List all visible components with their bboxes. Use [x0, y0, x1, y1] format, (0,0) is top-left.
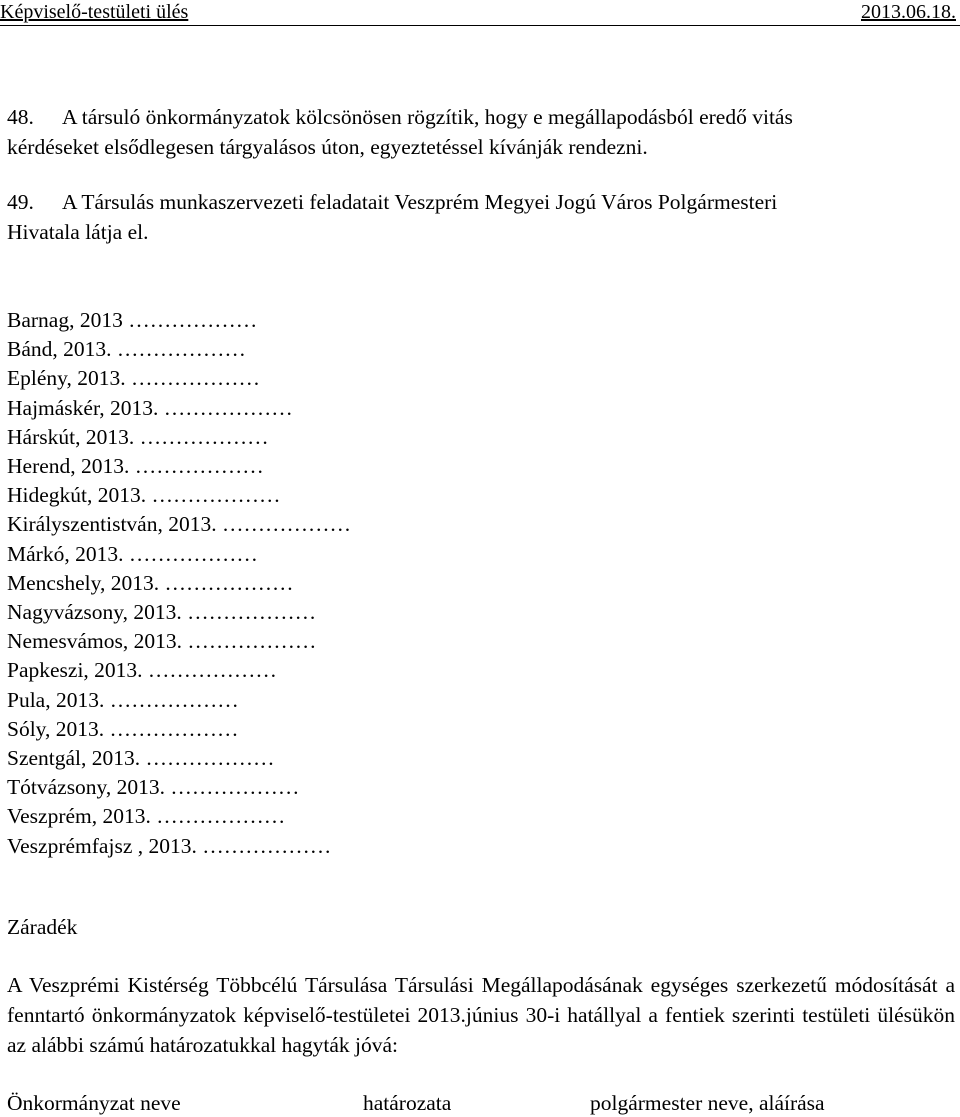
signature-place-line: Tótvázsony, 2013. ………………	[7, 775, 300, 800]
clause-text-continuation: kérdéseket elsődlegesen tárgyalásos úton, egyeztetéssel kívánják rendezni.	[7, 135, 648, 159]
column-header-mayor-signature: polgármester neve, aláírása	[590, 1091, 825, 1115]
signature-place-line: Veszprémfajsz , 2013. ………………	[7, 833, 332, 858]
signature-place-line: Sóly, 2013. ………………	[7, 716, 239, 741]
clause-text-first-line: A társuló önkormányzatok kölcsönösen rögzítik, hogy e megállapodásból eredő vitás	[62, 105, 793, 129]
signature-place-line: Pula, 2013. ………………	[7, 687, 239, 712]
clause-48	[7, 102, 957, 162]
signature-place-line: Bánd, 2013. ………………	[7, 337, 246, 362]
signature-place-line: Herend, 2013. ………………	[7, 454, 264, 479]
section-heading-zaradek: Záradék	[7, 915, 78, 939]
clause-text-first-line: A Társulás munkaszervezeti feladatait Veszprém Megyei Jogú Város Polgármesteri	[62, 190, 778, 214]
signature-place-line: Barnag, 2013 ………………	[7, 308, 258, 332]
column-header-municipality: Önkormányzat neve	[7, 1091, 181, 1115]
signature-place-line: Eplény, 2013. ………………	[7, 366, 261, 391]
page-header	[0, 0, 960, 27]
signature-place-line: Márkó, 2013. ………………	[7, 541, 258, 566]
header-divider	[0, 25, 960, 26]
signature-place-list	[7, 306, 351, 861]
signature-place-line: Nagyvázsony, 2013. ………………	[7, 600, 317, 625]
clause-text-continuation: Hivatala látja el.	[7, 220, 149, 244]
signature-place-line: Nemesvámos, 2013. ………………	[7, 629, 317, 654]
signature-place-line: Mencshely, 2013. ………………	[7, 570, 294, 595]
signature-place-line: Veszprém, 2013. ………………	[7, 804, 286, 829]
clause-number: 48.	[7, 105, 34, 129]
header-date: 2013.06.18.	[861, 1, 956, 23]
signature-place-line: Hajmáskér, 2013. ………………	[7, 395, 293, 420]
signature-place-line: Papkeszi, 2013. ………………	[7, 658, 277, 683]
signature-place-line: Hárskút, 2013. ………………	[7, 424, 269, 449]
column-header-resolution: határozata	[363, 1091, 452, 1115]
clause-number: 49.	[7, 190, 34, 214]
header-title: Képviselő-testületi ülés	[0, 1, 189, 23]
signature-place-line: Hidegkút, 2013. ………………	[7, 483, 281, 508]
clause-49	[7, 187, 957, 247]
signature-place-line: Királyszentistván, 2013. ………………	[7, 512, 351, 537]
signature-place-line: Szentgál, 2013. ………………	[7, 746, 275, 771]
zaradek-paragraph: A Veszprémi Kistérség Többcélú Társulása Társulási Megállapodásának egységes szerkezetű módosítását a fenntartó önkormányzatok képviselő-testületei 2013.június 30-i hatállyal a fentiek szerinti testületi ülésükön az alábbi számú határozatukkal hagyták jóvá:	[7, 973, 955, 1057]
